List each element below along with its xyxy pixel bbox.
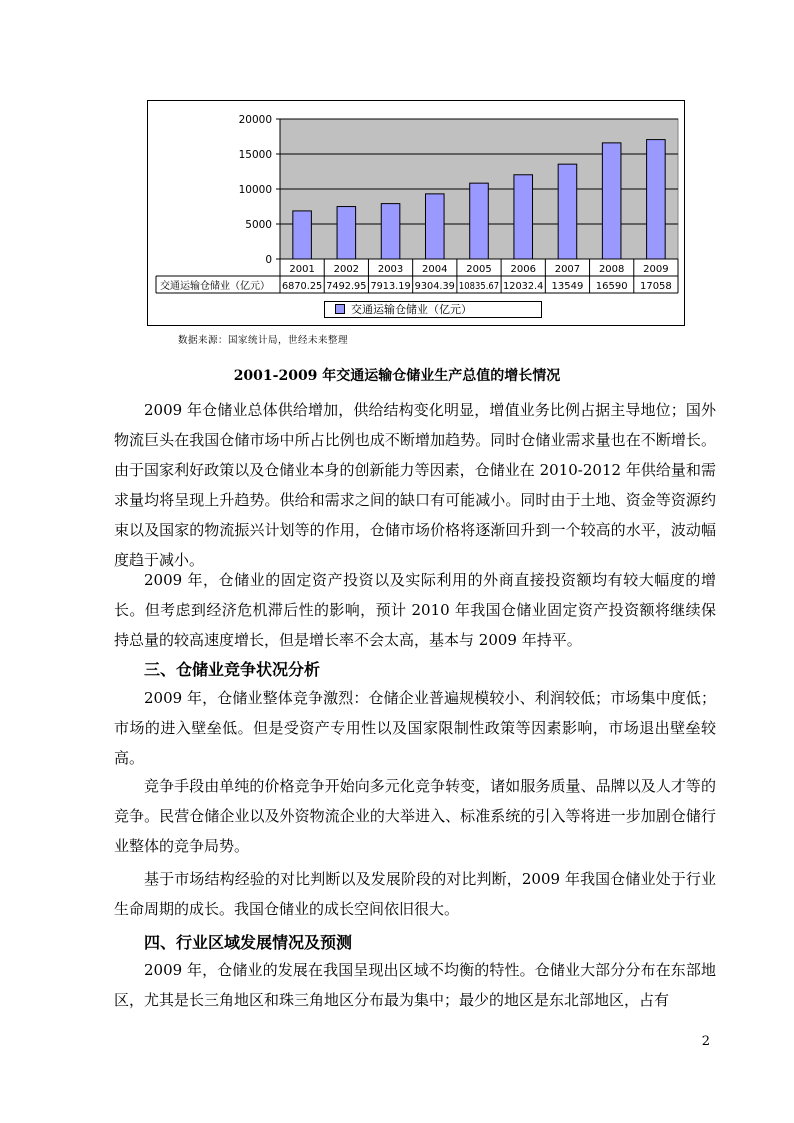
y-tick-label: 5000 bbox=[245, 219, 272, 231]
table-row-label: 交通运输仓储业（亿元） bbox=[160, 281, 270, 292]
bar bbox=[558, 164, 577, 259]
data-label: 16590 bbox=[595, 281, 628, 292]
x-category-label: 2006 bbox=[510, 264, 536, 275]
x-category-label: 2009 bbox=[643, 264, 669, 275]
data-label: 9304.39 bbox=[414, 281, 455, 292]
bar bbox=[514, 175, 533, 259]
x-category-label: 2003 bbox=[377, 264, 404, 275]
y-tick-label: 0 bbox=[265, 254, 272, 266]
paragraph-regional: 2009 年，仓储业的发展在我国呈现出区域不均衡的特性。仓储业大部分分布在东部地区，尤其是长三角地区和珠三角地区分布最为集中；最少的地区是东北部地区，占有 bbox=[114, 961, 716, 1009]
x-category-label: 2004 bbox=[422, 264, 448, 275]
x-category-label: 2002 bbox=[333, 264, 360, 275]
paragraph-lifecycle: 基于市场结构经验的对比判断以及发展阶段的对比判断，2009 年我国仓储业处于行业生命周期的成长。我国仓储业的成长空间依旧很大。 bbox=[114, 870, 716, 918]
data-label: 12032.4 bbox=[503, 281, 544, 292]
figure-caption: 2001-2009 年交通运输仓储业生产总值的增长情况 bbox=[233, 368, 561, 384]
data-label: 17058 bbox=[639, 281, 672, 292]
data-label: 6870.25 bbox=[282, 281, 323, 292]
x-category-label: 2005 bbox=[466, 264, 492, 275]
bar bbox=[602, 143, 621, 259]
x-category-label: 2008 bbox=[598, 264, 625, 275]
bar bbox=[470, 183, 489, 259]
y-tick-label: 10000 bbox=[238, 184, 272, 196]
data-label: 10835.67 bbox=[458, 281, 500, 292]
paragraph-competition-intensity: 2009 年，仓储业整体竞争激烈：仓储企业普遍规模较小、利润较低；市场集中度低；市场的进入壁垒低。但是受资产专用性以及国家限制性政策等因素影响，市场退出壁垒较高。 bbox=[114, 689, 716, 767]
bar bbox=[647, 140, 666, 259]
paragraph-investment: 2009 年，仓储业的固定资产投资以及实际利用的外商直接投资额均有较大幅度的增长。但考虑到经济危机滞后性的影响，预计 2010 年我国仓储业固定资产投资额将继续保持总量的较高速度增长，但是增长率不会太高，基本与 2009 年持平。 bbox=[114, 571, 716, 649]
page-number: 2 bbox=[701, 1034, 710, 1049]
y-tick-label: 15000 bbox=[238, 149, 272, 161]
data-label: 7913.19 bbox=[370, 281, 411, 292]
legend-label: 交通运输仓储业（亿元） bbox=[351, 303, 472, 316]
bar-chart bbox=[148, 101, 684, 325]
chart-legend bbox=[324, 301, 542, 318]
data-label: 7492.95 bbox=[326, 281, 367, 292]
y-tick-label: 20000 bbox=[238, 114, 272, 126]
section-heading-competition: 三、仓储业竞争状况分析 bbox=[144, 660, 321, 679]
paragraph-supply-demand: 2009 年仓储业总体供给增加，供给结构变化明显，增值业务比例占据主导地位；国外物流巨头在我国仓储市场中所占比例也成不断增加趋势。同时仓储业需求量也在不断增长。由于国家利好政策以及仓储业本身的创新能力等因素，仓储业在 2010-2012 年供给量和需求量均将呈现上升趋势。供给和需求之间的缺口有可能减小。同时由于土地、资金等资源约束以及国家的物流振兴计划等的作用，仓储市场价格将逐渐回升到一个较高的水平，波动幅度趋于减小。 bbox=[114, 401, 716, 569]
x-category-label: 2007 bbox=[554, 264, 581, 275]
chart-frame bbox=[147, 100, 685, 326]
paragraph-competition-means: 竞争手段由单纯的价格竞争开始向多元化竞争转变，诸如服务质量、品牌以及人才等的竞争。民营仓储企业以及外资物流企业的大举进入、标准系统的引入等将进一步加剧仓储行业整体的竞争局势。 bbox=[114, 777, 716, 855]
bar bbox=[337, 207, 356, 259]
source-note: 数据来源：国家统计局，世经未来整理 bbox=[178, 335, 349, 346]
x-category-label: 2001 bbox=[289, 264, 315, 275]
bar bbox=[425, 194, 444, 259]
legend-swatch bbox=[335, 304, 345, 314]
bar bbox=[381, 204, 400, 259]
data-label: 13549 bbox=[551, 281, 584, 292]
section-heading-regional: 四、行业区域发展情况及预测 bbox=[144, 933, 353, 952]
bar bbox=[293, 211, 312, 259]
